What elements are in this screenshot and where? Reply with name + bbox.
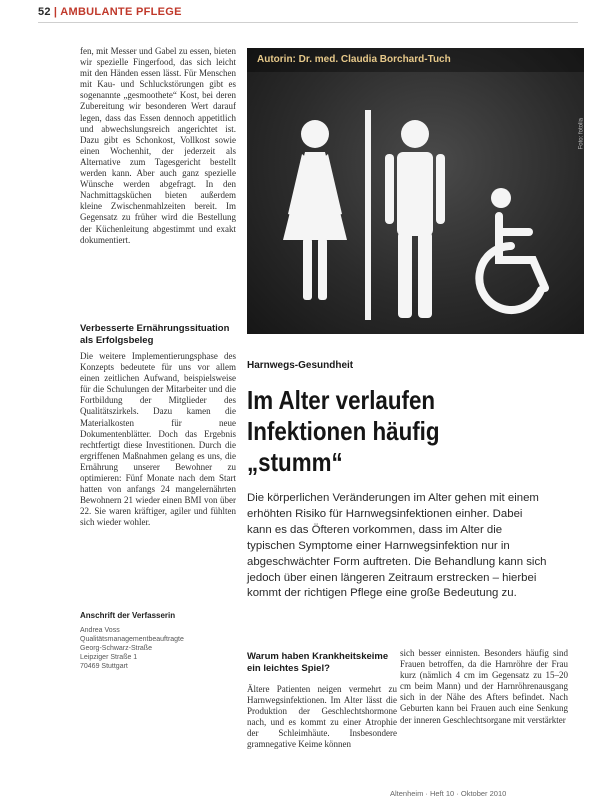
author-address	[80, 611, 236, 671]
author-line: Andrea Voss	[80, 627, 120, 634]
woman-restroom-icon	[283, 120, 347, 300]
header-separator: |	[53, 6, 58, 18]
headline-line-1: Im Alter verlaufen	[247, 385, 436, 415]
article-column-2-text: sich besser einnisten. Besonders häufig sind Frauen betroffen, da die Harnröhre der Frau kurz (nämlich 4 cm im Gegensatz zu 15–20 cm beim Mann) und der Harnröhrenausgang sich in der Nähe des Afters befindet. Nach Geburten kann bei Frauen auch eine Senkung der inneren Geschlechtsorgane mit verstärkter	[400, 648, 568, 725]
wheelchair-accessible-icon	[479, 216, 545, 310]
author-label: Anschrift der Verfasserin	[80, 611, 176, 620]
left-subheading: Verbesserte Ernährungssituation als Erfolgsbeleg	[80, 323, 230, 346]
page-footer: Altenheim · Heft 10 · Oktober 2010	[390, 789, 507, 798]
header-rule	[38, 22, 578, 23]
article-lead: Die körperlichen Veränderungen im Alter gehen mit einem erhöhten Risiko für Harnwegsinfektionen einher. Dabei kann es das Öfteren vorkommen, dass im Alter die typischen Symptome einer Harnwegsinfektion nur in abgeschwächter Form auftreten. Die Behandlung kann sich jedoch über einen längeren Zeitraum erstrecken – hierbei kommt der richtigen Pflege eine große Bedeutung zu.	[247, 492, 547, 600]
left-paragraph-1: fen, mit Messer und Gabel zu essen, bieten wir spezielle Fingerfood, das sich leicht mit den Händen essen lässt. Für Menschen mit Kau- und Schluckstörungen gibt es sogenannte „gesmoothete“ Kost, bei deren Zubereitung wir besonderen Wert darauf legen, dass das Essen dennoch appetitlich und abwechslungsreich angerichtet ist. Dazu gibt es Schonkost, Vollkost sowie einen Wochenhit, der jederzeit als Alternative zum Tagesgericht bestellt werden kann. Aber auch ganz spezielle Wünsche werden abgefragt. In den Nachmittagsküchen bieten außerdem kleine Zwischenmahlzeiten bereit. Im Gegensatz zu früher wird die Bestellung der Küchenleitung abgestimmt und exakt dokumentiert.	[80, 46, 236, 245]
photo-author: Autorin: Dr. med. Claudia Borchard-Tuch	[257, 54, 451, 65]
section-title: AMBULANTE PFLEGE	[60, 6, 182, 18]
article-headline	[247, 385, 539, 478]
left-column	[80, 46, 236, 246]
article-subheading: Warum haben Krankheitskeime ein leichtes Spiel?	[247, 651, 389, 674]
page-number: 52	[38, 6, 51, 18]
left-paragraph-2: Die weitere Implementierungsphase des Konzepts bedeutete für uns vor allem einen zeitlichen Aufwand, beispielsweise für die Schulungen der Mitarbeiter und die Fortbildung der Mitglieder des Qualitätszirkels. Dazu kamen die Materialkosten für neue Dokumentenblätter. Doch das Ergebnis rechtfertigt diese Investitionen. Durch die ergriffenen Maßnahmen gelang es uns, die Ernährung unserer Bewohner zu optimieren: Fünf Monate nach dem Start hatten von anfangs 24 mangelernährten Bewohnern 21 wieder einen BMI von über 22. Sie waren kräftiger, agiler und fühlten sich wieder wohler.	[80, 351, 236, 528]
wheelchair-head	[491, 188, 511, 208]
article-rubric: Harnwegs-Gesundheit	[247, 360, 354, 371]
left-column-lower	[80, 351, 236, 529]
divider-bar	[365, 110, 371, 320]
article-column-2	[400, 648, 568, 726]
restroom-sign-illustration	[247, 48, 584, 334]
article-column-1-text: Ältere Patienten neigen vermehrt zu Harnwegsinfektionen. Im Alter lässt die Produktion der Geschlechtshormone nach, und es kommt zu einer Atrophie der Schleimhäute. Insbesondere gramnegative Keime können	[247, 684, 397, 750]
man-restroom-icon	[385, 120, 445, 318]
left-subheading-box	[80, 323, 236, 347]
article-subheading-box	[247, 651, 397, 675]
headline-line-2: Infektionen häufig „stumm“	[247, 416, 440, 477]
article-column-1	[247, 684, 397, 751]
author-line: Qualitätsmanagementbeauftragte	[80, 636, 184, 643]
photo-credit: Foto: fotolia	[578, 118, 584, 150]
author-line: Georg-Schwarz-Straße	[80, 645, 152, 652]
restroom-photo	[247, 48, 584, 334]
page-header	[38, 6, 182, 18]
author-line: Leipziger Straße 1	[80, 654, 138, 661]
author-line: 70469 Stuttgart	[80, 663, 128, 670]
